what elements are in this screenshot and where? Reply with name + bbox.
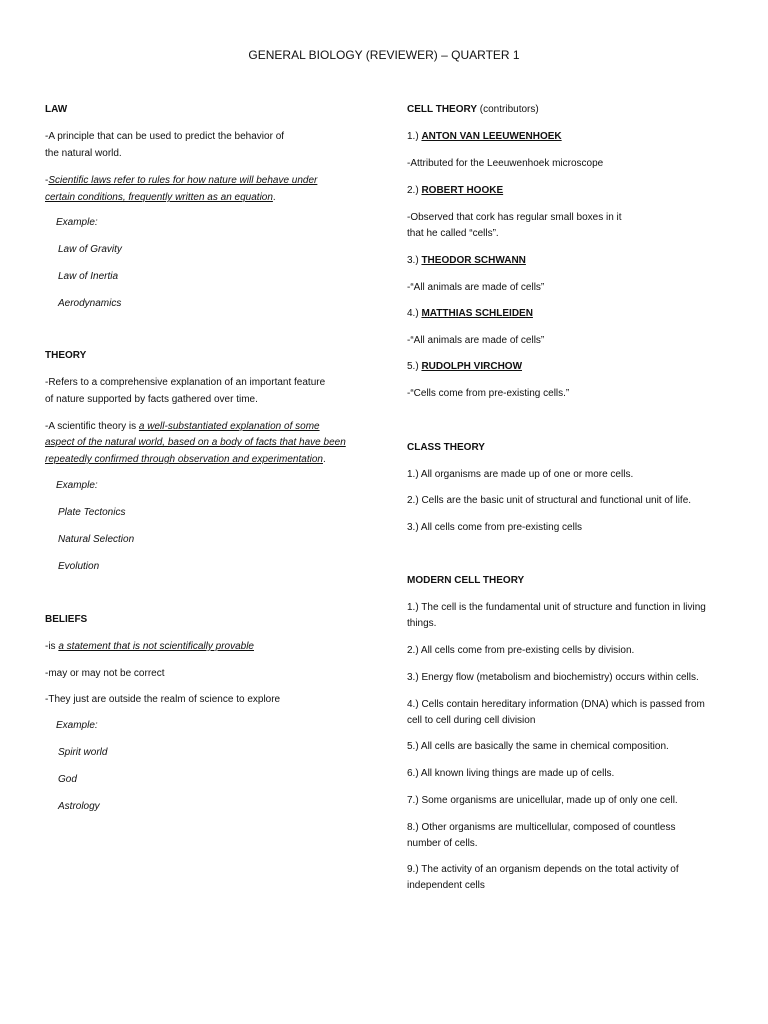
theory-example-label: Example: [56, 480, 98, 491]
page-title: GENERAL BIOLOGY (REVIEWER) – QUARTER 1 [248, 48, 520, 62]
theory-note-prefix: -A scientific theory is [45, 421, 139, 432]
beliefs-example-item: Spirit world [58, 747, 108, 758]
contributor-name: ROBERT HOOKE [421, 185, 504, 196]
modern-cell-theory-item-cont: cell to cell during cell division [407, 715, 536, 726]
law-note-dash: - [45, 175, 49, 186]
theory-note-text-3: repeatedly confirmed through observation and experimentation [45, 454, 323, 465]
modern-cell-theory-item: 3.) Energy flow (metabolism and biochemistry) occurs within cells. [407, 672, 699, 683]
theory-example-item: Evolution [58, 561, 100, 572]
theory-note-text-1: a well-substantiated explanation of some [138, 421, 320, 432]
contributor-number: 4.) [407, 308, 422, 319]
beliefs-example-item: God [58, 774, 77, 785]
class-theory-item: 3.) All cells come from pre-existing cells [407, 522, 583, 533]
modern-cell-theory-item: 4.) Cells contain hereditary information (DNA) which is passed from [407, 699, 705, 710]
theory-example-item: Natural Selection [58, 534, 135, 545]
beliefs-line-2: -may or may not be correct [45, 668, 165, 679]
law-example-item: Law of Gravity [58, 244, 122, 255]
contributor-name: THEODOR SCHWANN [421, 255, 526, 266]
contributor-desc: -“Cells come from pre-existing cells.” [407, 388, 570, 399]
law-note-end: . [272, 192, 276, 203]
theory-example-item: Plate Tectonics [58, 507, 126, 518]
modern-cell-theory-item-cont: number of cells. [407, 838, 478, 849]
contributor-name: MATTHIAS SCHLEIDEN [421, 308, 533, 319]
contributor-2 [407, 183, 727, 199]
modern-cell-theory-item: 5.) All cells are basically the same in chemical composition. [407, 741, 669, 752]
modern-cell-theory-item: 8.) Other organisms are multicellular, composed of countless [407, 822, 676, 833]
cell-theory-heading-text: CELL THEORY [407, 104, 478, 115]
theory-note-line-1 [45, 419, 375, 435]
cell-theory-heading-suffix: (contributors) [477, 104, 539, 115]
modern-cell-theory-item: 2.) All cells come from pre-existing cells by division. [407, 645, 635, 656]
modern-cell-theory-item: 6.) All known living things are made up of cells. [407, 768, 615, 779]
contributor-desc: -Observed that cork has regular small boxes in it [407, 212, 622, 223]
theory-note-line-2: aspect of the natural world, based on a body of facts that have been [45, 437, 346, 448]
class-theory-heading: CLASS THEORY [407, 442, 485, 453]
theory-definition-line-1: -Refers to a comprehensive explanation of an important feature [45, 377, 326, 388]
contributor-3 [407, 253, 727, 269]
law-heading: LAW [45, 104, 68, 115]
contributor-number: 2.) [407, 185, 422, 196]
beliefs-example-item: Astrology [58, 801, 100, 812]
theory-note-line-3 [45, 452, 375, 468]
law-definition-line-2: the natural world. [45, 148, 122, 159]
contributor-1 [407, 129, 727, 145]
contributor-number: 1.) [407, 131, 422, 142]
law-example-item: Aerodynamics [58, 298, 122, 309]
law-note-line-2 [45, 190, 375, 206]
theory-note-end: . [322, 454, 326, 465]
beliefs-example-label: Example: [56, 720, 98, 731]
contributor-5 [407, 359, 727, 375]
theory-definition-line-2: of nature supported by facts gathered over time. [45, 394, 258, 405]
law-note-text-1: Scientific laws refer to rules for how nature will behave under [48, 175, 318, 186]
contributor-number: 3.) [407, 255, 422, 266]
law-example-label: Example: [56, 217, 98, 228]
law-example-item: Law of Inertia [58, 271, 119, 282]
beliefs-definition [45, 639, 375, 655]
theory-heading: THEORY [45, 350, 87, 361]
class-theory-item: 2.) Cells are the basic unit of structural and functional unit of life. [407, 495, 692, 506]
beliefs-def-prefix: -is [45, 641, 59, 652]
contributor-name: ANTON VAN LEEUWENHOEK [421, 131, 562, 142]
class-theory-item: 1.) All organisms are made up of one or more cells. [407, 469, 634, 480]
beliefs-line-3: -They just are outside the realm of science to explore [45, 694, 281, 705]
cell-theory-heading [407, 102, 727, 118]
law-note-text-2: certain conditions, frequently written as an equation [45, 192, 273, 203]
contributor-number: 5.) [407, 361, 422, 372]
modern-cell-theory-heading: MODERN CELL THEORY [407, 575, 525, 586]
modern-cell-theory-item-cont: independent cells [407, 880, 485, 891]
law-note-line-1 [45, 173, 375, 189]
modern-cell-theory-item: 7.) Some organisms are unicellular, made up of only one cell. [407, 795, 678, 806]
contributor-desc: -“All animals are made of cells” [407, 282, 545, 293]
law-definition-line-1: -A principle that can be used to predict the behavior of [45, 131, 285, 142]
modern-cell-theory-item-cont: things. [407, 618, 437, 629]
modern-cell-theory-item: 1.) The cell is the fundamental unit of structure and function in living [407, 602, 706, 613]
modern-cell-theory-item: 9.) The activity of an organism depends on the total activity of [407, 864, 679, 875]
beliefs-heading: BELIEFS [45, 614, 88, 625]
beliefs-def-text: a statement that is not scientifically provable [58, 641, 254, 652]
contributor-desc: that he called “cells”. [407, 228, 499, 239]
contributor-desc: -Attributed for the Leeuwenhoek microscope [407, 158, 604, 169]
contributor-name: RUDOLPH VIRCHOW [421, 361, 523, 372]
contributor-4 [407, 306, 727, 322]
contributor-desc: -“All animals are made of cells” [407, 335, 545, 346]
